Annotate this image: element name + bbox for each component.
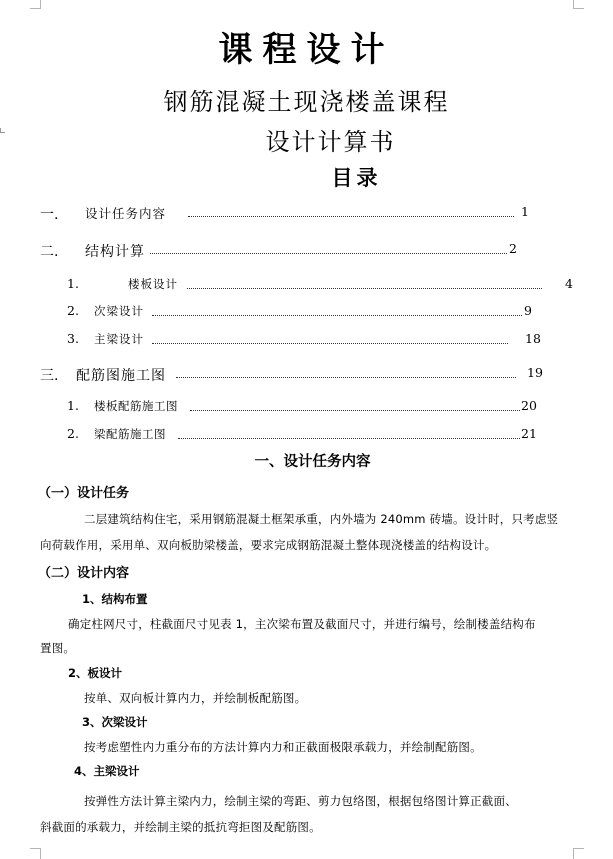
toc-entry-beam-drawings[interactable] xyxy=(0,426,613,446)
task-paragraph-line1: 二层建筑结构住宅，采用钢筋混凝土框架承重，内外墙为 240mm 砖墙。设计时，只考虑竖 xyxy=(84,512,559,526)
item-secondary-beam-line1: 按考虑塑性内力重分布的方法计算内力和正截面极限承载力，并绘制配筋图。 xyxy=(84,740,482,754)
item-layout-line1: 确定柱网尺寸，柱截面尺寸见表 1，主次梁布置及截面尺寸，并进行编号，绘制楼盖结构布 xyxy=(68,617,536,631)
toc-page: 18 xyxy=(525,331,541,346)
item-heading-layout: 1、结构布置 xyxy=(82,592,148,606)
toc-number: 一. xyxy=(40,207,59,223)
toc-label: 次梁设计 xyxy=(94,304,144,318)
toc-label: 主梁设计 xyxy=(94,332,144,346)
toc-label: 楼板设计 xyxy=(128,277,178,291)
toc-page: 20 xyxy=(521,398,537,413)
item-heading-main-beam: 4、主梁设计 xyxy=(74,764,140,778)
toc-leader xyxy=(152,315,522,316)
document-subtitle-line1: 钢筋混凝土现浇楼盖课程 xyxy=(163,88,450,116)
toc-number: 3. xyxy=(67,331,79,346)
toc-page: 19 xyxy=(527,365,543,380)
toc-entry-design-task[interactable] xyxy=(0,204,613,224)
item-heading-slab: 2、板设计 xyxy=(68,666,123,680)
toc-page: 2 xyxy=(509,241,517,256)
toc-label: 设计任务内容 xyxy=(85,206,167,221)
section-title: 一、设计任务内容 xyxy=(254,454,371,470)
toc-number: 1. xyxy=(67,276,79,291)
toc-leader xyxy=(187,288,542,289)
document-subtitle-line2: 设计计算书 xyxy=(265,128,396,156)
item-main-beam-line1: 按弹性方法计算主梁内力，绘制主梁的弯距、剪力包络图，根据包络图计算正截面、 xyxy=(84,794,517,808)
task-heading: （一）设计任务 xyxy=(38,486,130,501)
toc-number: 二. xyxy=(40,244,59,260)
content-heading: （二）设计内容 xyxy=(38,566,130,581)
item-layout-line2: 置图。 xyxy=(40,641,76,655)
toc-entry-reinforcement-drawings[interactable] xyxy=(0,365,613,385)
toc-leader xyxy=(178,438,520,439)
crop-mark-top-right xyxy=(573,0,584,9)
toc-number: 1. xyxy=(67,398,79,413)
toc-entry-secondary-beam[interactable] xyxy=(0,303,613,323)
toc-page: 9 xyxy=(524,303,532,318)
toc-page: 4 xyxy=(565,276,573,291)
toc-entry-structural-calc[interactable] xyxy=(0,241,613,261)
crop-mark-bottom-left xyxy=(30,848,41,859)
crop-mark-bottom-right xyxy=(573,848,584,859)
toc-label: 楼板配筋施工图 xyxy=(94,399,178,413)
item-main-beam-line2: 斜截面的承载力，并绘制主梁的抵抗弯拒图及配筋图。 xyxy=(40,820,321,834)
toc-page: 1 xyxy=(521,204,529,219)
toc-leader xyxy=(150,253,507,254)
toc-heading: 目录 xyxy=(331,165,382,190)
toc-leader xyxy=(176,377,516,378)
toc-number: 三. xyxy=(40,368,59,384)
toc-entry-main-beam[interactable] xyxy=(0,331,613,351)
toc-label: 配筋图施工图 xyxy=(76,368,166,384)
toc-label: 梁配筋施工图 xyxy=(94,427,166,441)
task-paragraph-line2: 向荷载作用，采用单、双向板肋梁楼盖，要求完成钢筋混凝土整体现浇楼盖的结构设计。 xyxy=(40,538,497,552)
item-heading-secondary-beam: 3、次梁设计 xyxy=(82,715,148,729)
crop-mark-top-left xyxy=(30,0,41,9)
toc-entry-slab-design[interactable] xyxy=(0,276,613,296)
toc-leader xyxy=(190,410,520,411)
toc-leader xyxy=(152,343,508,344)
margin-marker xyxy=(0,128,5,133)
item-slab-line1: 按单、双向板计算内力，并绘制板配筋图。 xyxy=(84,691,307,705)
document-title: 课程设计 xyxy=(218,30,395,70)
toc-entry-slab-drawings[interactable] xyxy=(0,398,613,418)
toc-leader xyxy=(188,216,514,217)
toc-page: 21 xyxy=(521,426,537,441)
toc-number: 2. xyxy=(67,426,79,441)
toc-number: 2. xyxy=(67,303,79,318)
toc-label: 结构计算 xyxy=(85,244,145,260)
